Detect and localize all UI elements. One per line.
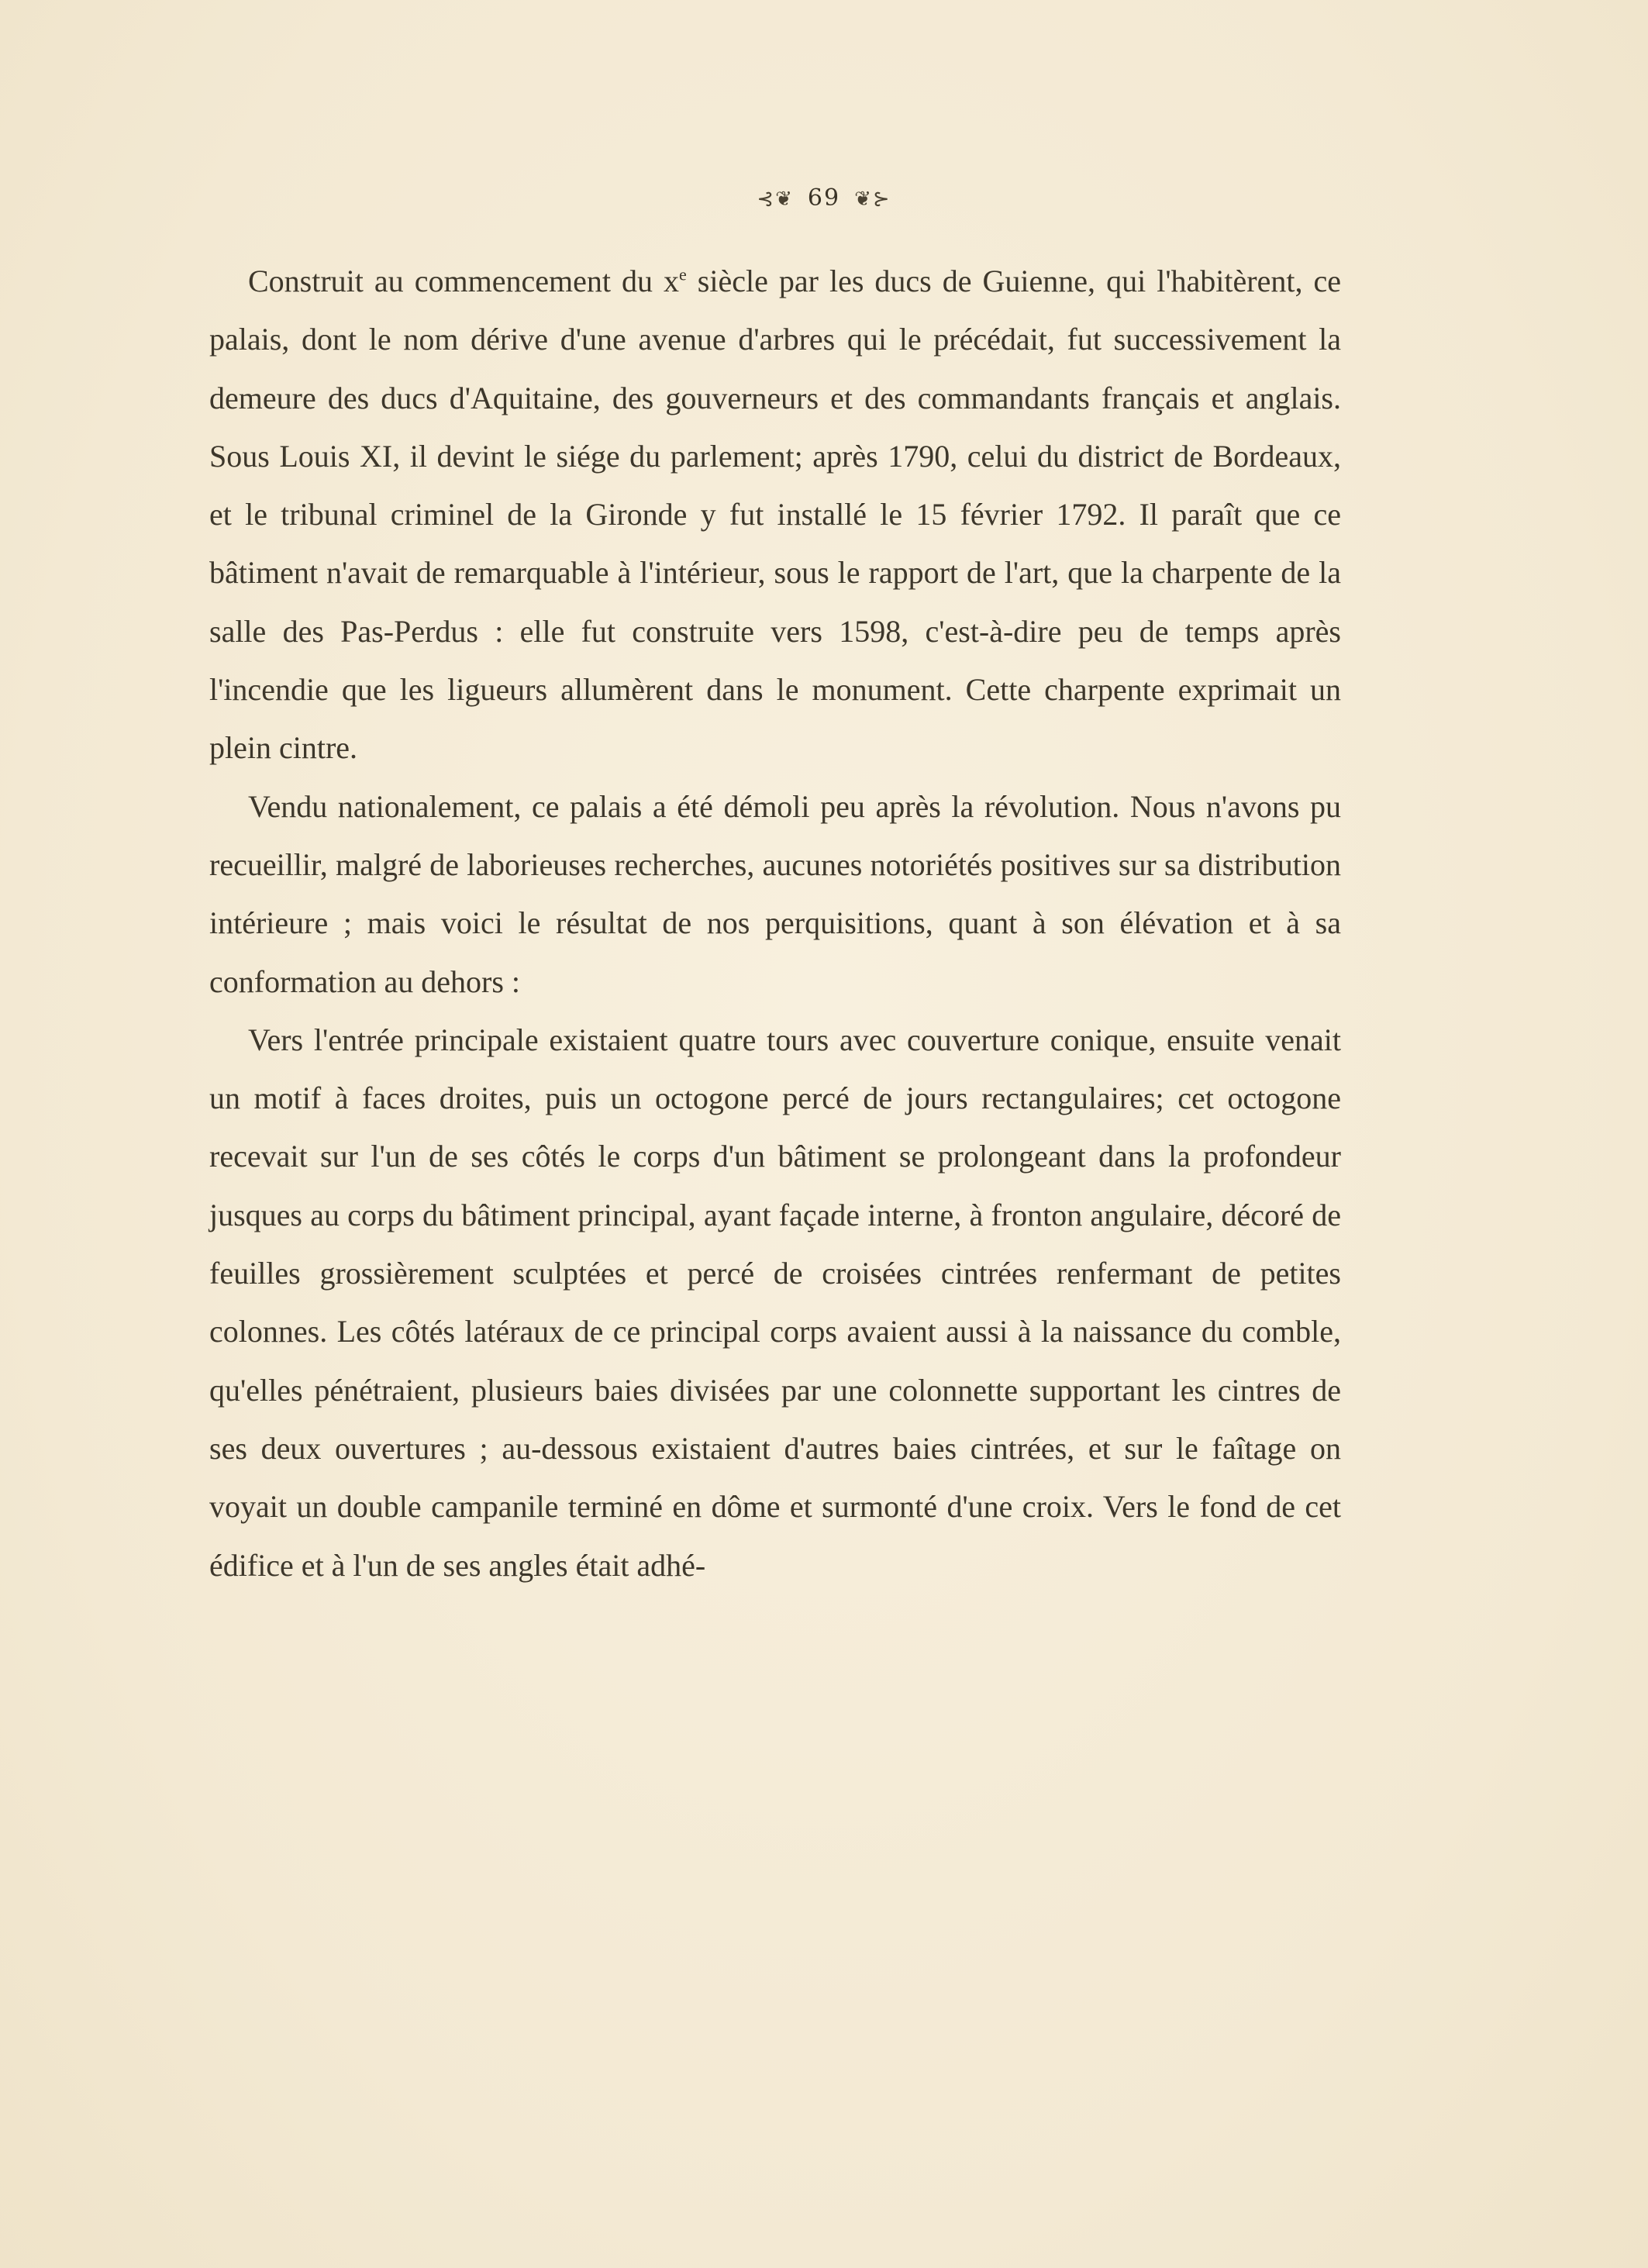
- page-number: 69: [807, 184, 841, 212]
- paragraph-2: Vendu nationalement, ce palais a été démoli peu après la révolution. Nous n'avons pu recueillir, malgré de laborieuses recherches, aucunes notoriétés positives sur sa distribution intérieure ; mais voici le résultat de nos perquisitions, quant à son élévation et à sa conformation au dehors :: [209, 788, 1341, 999]
- paragraph-1: [209, 252, 1341, 777]
- paragraph-3: Vers l'entrée principale existaient quatre tours avec couverture conique, ensuite venait un motif à faces droites, puis un octogone percé de jours rectangulaires; cet octogone recevait sur l'un de ses côtés le corps d'un bâtiment se prolongeant dans la profondeur jusques au corps du bâtiment principal, ayant façade interne, à fronton angulaire, décoré de feuilles grossièrement sculptées et percé de croisées cintrées renfermant de petites colonnes. Les côtés latéraux de ce principal corps avaient aussi à la naissance du comble, qu'elles pénétraient, plusieurs baies divisées par une colonnette supportant les cintres de ses deux ouvertures ; au-dessous existaient d'autres baies cintrées, et sur le faîtage on voyait un double campanile terminé en dôme et surmonté d'une croix. Vers le fond de cet édifice et à l'un de ses angles était adhé-: [209, 1022, 1341, 1583]
- body-text: [209, 252, 1341, 1594]
- paragraph-1-rest: siècle par les ducs de Guienne, qui l'habitèrent, ce palais, dont le nom dérive d'une avenue d'arbres qui le précédait, fut successivement la demeure des ducs d'Aquitaine, des gouverneurs et des commandants français et anglais. Sous Louis XI, il devint le siége du parlement; après 1790, celui du district de Bordeaux, et le tribunal criminel de la Gironde y fut installé le 15 février 1792. Il paraît que ce bâtiment n'avait de remarquable à l'intérieur, sous le rapport de l'art, que la charpente de la salle des Pas-Perdus : elle fut construite vers 1598, c'est-à-dire peu de temps après l'incendie que les ligueurs allumèrent dans le monument. Cette charpente exprimait un plein cintre.: [209, 264, 1341, 766]
- century-superscript: e: [678, 264, 687, 284]
- paragraph-1-start: Construit au commencement du x: [248, 264, 679, 298]
- ornament-right-icon: ❦⊱: [854, 188, 891, 211]
- ornament-left-icon: ⊰❦: [757, 188, 794, 211]
- page-header: [0, 184, 1648, 212]
